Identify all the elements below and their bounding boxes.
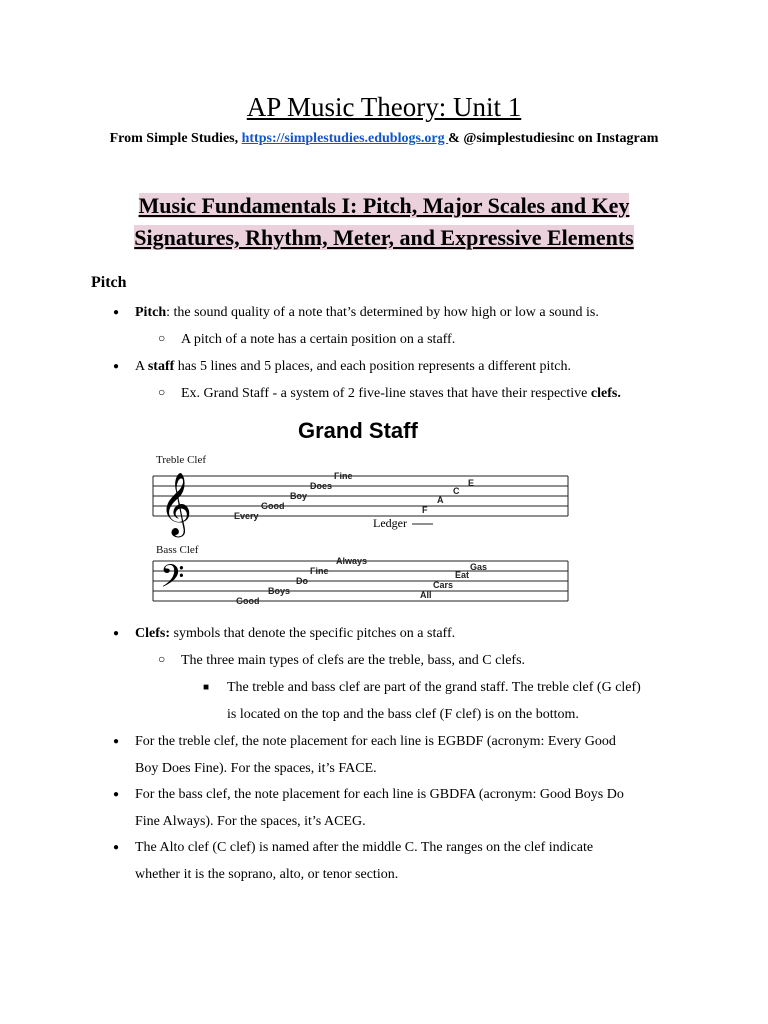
list-item-text: symbols that denote the specific pitches on a staff. bbox=[170, 626, 456, 641]
bass-line-label: Fine bbox=[310, 566, 329, 576]
circle-bullet-icon: ○ bbox=[158, 652, 166, 666]
treble-staff bbox=[153, 476, 568, 516]
treble-space-label: C bbox=[453, 486, 460, 496]
circle-bullet-icon: ○ bbox=[158, 385, 166, 399]
bullet-icon: ● bbox=[113, 628, 120, 639]
term-clefs: clefs. bbox=[590, 386, 621, 401]
sub-item-pitch-position: A pitch of a note has a certain position on a staff. bbox=[181, 332, 456, 347]
heading-pitch: Pitch bbox=[91, 274, 127, 291]
list-item-text: A bbox=[135, 359, 148, 374]
treble-space-label: F bbox=[422, 505, 428, 515]
sub-item-grand-staff bbox=[181, 385, 621, 403]
bass-space-label: Gas bbox=[470, 562, 488, 572]
bass-clef-icon: 𝄢 bbox=[160, 558, 185, 602]
term-staff: staff bbox=[147, 359, 175, 374]
list-item-treble-placement-cont: Boy Does Fine). For the spaces, it’s FACE. bbox=[135, 761, 377, 776]
treble-line-label: Does bbox=[310, 481, 333, 491]
list-item-clefs bbox=[135, 625, 455, 643]
list-item-text: Ex. Grand Staff - a system of 2 five-line staves that have their respective bbox=[181, 386, 591, 401]
ledger-label: Ledger bbox=[373, 516, 407, 530]
section-heading-line-2: Signatures, Rhythm, Meter, and Expressive Elements bbox=[134, 225, 634, 250]
bullet-icon: ● bbox=[113, 307, 120, 318]
source-line bbox=[0, 131, 768, 147]
list-item-bass-placement: For the bass clef, the note placement for each line is GBDFA (acronym: Good Boys Do bbox=[135, 787, 624, 802]
bullet-icon: ● bbox=[113, 361, 120, 372]
bass-space-label: Cars bbox=[433, 580, 454, 590]
bass-line-label: Good bbox=[236, 596, 260, 605]
treble-clef-icon: 𝄞 bbox=[160, 472, 192, 535]
list-item-text: has 5 lines and 5 places, and each position represents a different pitch. bbox=[174, 359, 571, 374]
sub-item-clef-types: The three main types of clefs are the treble, bass, and C clefs. bbox=[181, 653, 526, 668]
bass-staff bbox=[153, 561, 568, 601]
list-item-treble-placement: For the treble clef, the note placement for each line is EGBDF (acronym: Every Good bbox=[135, 734, 616, 749]
treble-space-label: A bbox=[437, 495, 444, 505]
treble-line-label: Fine bbox=[334, 471, 353, 481]
list-item-text: : the sound quality of a note that’s determined by how high or low a sound is. bbox=[166, 305, 599, 320]
source-suffix: & @simplestudiesinc on Instagram bbox=[448, 131, 659, 146]
bass-clef-label: Bass Clef bbox=[156, 544, 199, 556]
term-pitch: Pitch bbox=[135, 305, 167, 320]
term-clefs-def: Clefs: bbox=[135, 626, 170, 641]
bass-space-label: All bbox=[420, 590, 432, 600]
square-bullet-icon: ■ bbox=[203, 682, 210, 693]
bullet-icon: ● bbox=[113, 736, 120, 747]
section-heading-line-1: Music Fundamentals I: Pitch, Major Scales and Key bbox=[138, 193, 630, 218]
circle-bullet-icon: ○ bbox=[158, 331, 166, 345]
bullet-icon: ● bbox=[113, 789, 120, 800]
treble-line-label: Good bbox=[261, 501, 285, 511]
bass-line-label: Always bbox=[336, 556, 368, 566]
bass-space-label: Eat bbox=[455, 570, 470, 580]
list-item-pitch bbox=[135, 304, 599, 322]
bullet-icon: ● bbox=[113, 842, 120, 853]
list-item-alto-clef: The Alto clef (C clef) is named after the middle C. The ranges on the clef indicate bbox=[135, 840, 594, 855]
section-heading bbox=[0, 190, 768, 254]
treble-line-label: Boy bbox=[290, 491, 308, 501]
grand-staff-title: Grand Staff bbox=[298, 418, 418, 443]
source-prefix: From Simple Studies, bbox=[109, 131, 242, 146]
bass-line-label: Boys bbox=[268, 586, 291, 596]
sub-sub-item-grand-staff-clefs: The treble and bass clef are part of the grand staff. The treble clef (G clef) bbox=[227, 680, 641, 695]
list-item-staff bbox=[135, 358, 571, 376]
source-link[interactable]: https://simplestudies.edublogs.org bbox=[241, 131, 449, 146]
list-item-alto-clef-cont: whether it is the soprano, alto, or tenor section. bbox=[135, 867, 399, 882]
treble-space-label: E bbox=[468, 478, 475, 488]
sub-sub-item-grand-staff-clefs-cont: is located on the top and the bass clef (F clef) is on the bottom. bbox=[227, 707, 579, 722]
grand-staff-figure bbox=[150, 410, 575, 605]
list-item-bass-placement-cont: Fine Always). For the spaces, it’s ACEG. bbox=[135, 814, 366, 829]
bass-line-label: Do bbox=[296, 576, 308, 586]
treble-clef-label: Treble Clef bbox=[156, 454, 207, 466]
treble-line-label: Every bbox=[234, 511, 259, 521]
document-title: AP Music Theory: Unit 1 bbox=[246, 92, 522, 122]
